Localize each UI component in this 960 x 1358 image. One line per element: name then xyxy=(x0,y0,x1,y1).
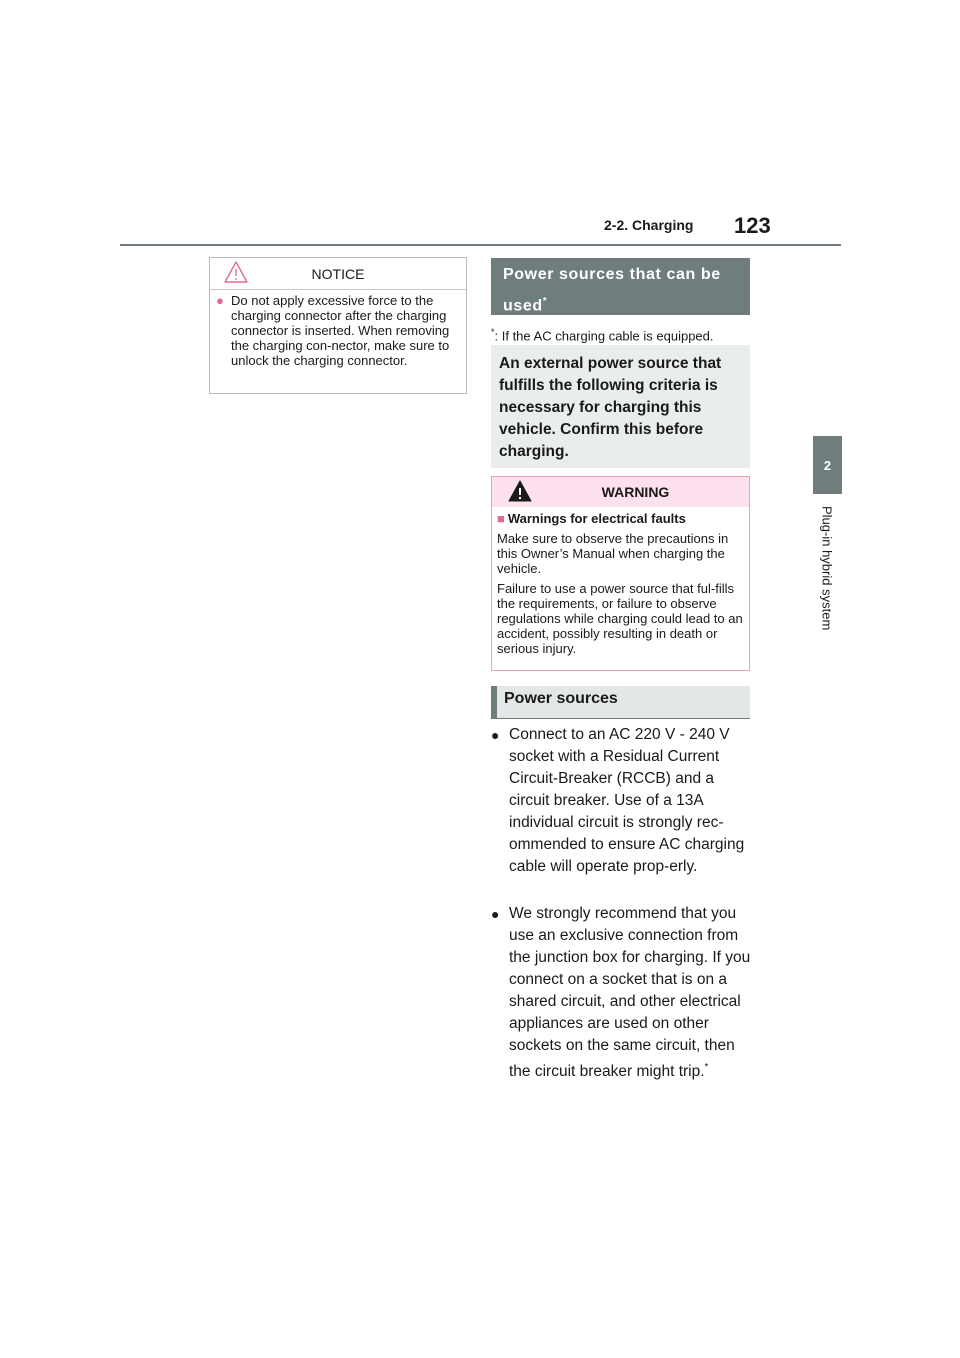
notice-box xyxy=(209,257,467,394)
list-item-text-wrap xyxy=(509,903,756,1083)
warning-body xyxy=(492,507,749,656)
heading-text: Power sources that can be used xyxy=(503,266,721,315)
list-item-text: Connect to an AC 220 V - 240 V socket with a Residual Current Circuit-Breaker (RCCB) and a circuit breaker. Use of a 13A individual circuit is strongly rec-ommended to ensure AC charging cable will operate prop-erly. xyxy=(509,726,745,875)
bullet-dot-icon: ● xyxy=(491,906,500,922)
page-number: 123 xyxy=(734,213,771,238)
notice-title: NOTICE xyxy=(311,265,365,282)
footnote xyxy=(491,327,714,343)
list-item-text: We strongly recommend that you use an exclusive connection from the junction box for charging. If you connect on a socket that is on a shared circuit, and other electrical appliances are used on other sockets on the same circuit, then the circuit breaker might trip. xyxy=(509,905,751,1081)
warning-subheading-text: Warnings for electrical faults xyxy=(507,511,686,526)
header-rule xyxy=(120,244,841,246)
chapter-label-text: Plug-in hybrid system xyxy=(819,506,835,631)
chapter-number: 2 xyxy=(823,457,832,473)
chapter-tab xyxy=(813,436,842,494)
notice-header xyxy=(210,258,466,290)
intro-box: An external power source that fulfills the following criteria is necessary for charging this vehicle. Confirm this before charging. xyxy=(491,345,750,468)
bullet-dot-icon: ● xyxy=(491,727,500,743)
notice-body xyxy=(210,290,466,368)
square-bullet-icon: ■ xyxy=(497,511,505,526)
warning-paragraph-2: Failure to use a power source that ful-fills the requirements, or failure to observe regulations while charging could lead to an accident, possibly resulting in death or serious injury. xyxy=(497,581,743,656)
warning-header xyxy=(492,477,749,507)
power-sources-heading: Power sources xyxy=(491,686,750,719)
footnote-marker: * xyxy=(491,327,495,337)
list-item xyxy=(491,724,756,878)
warning-title: WARNING xyxy=(601,484,670,500)
caution-triangle-icon xyxy=(224,261,248,283)
warning-subheading xyxy=(497,511,744,526)
footnote-text: : If the AC charging cable is equipped. xyxy=(494,328,714,344)
list-item xyxy=(491,903,756,1083)
warning-box xyxy=(491,476,750,671)
notice-bullet-icon: ● xyxy=(216,293,224,308)
warning-paragraph-1: Make sure to observe the precautions in this Owner’s Manual when charging the vehicle. xyxy=(497,531,729,576)
list-item-asterisk: * xyxy=(704,1062,709,1073)
power-sources-usable-heading xyxy=(491,258,750,315)
warning-triangle-icon xyxy=(508,480,532,502)
notice-text: Do not apply excessive force to the charging connector after the charging connector is inserted. When removing the charging con-nector, make sure to unlock the charging connector. xyxy=(231,293,450,368)
chapter-label xyxy=(812,506,842,656)
heading-asterisk: * xyxy=(542,296,548,307)
section-label: 2-2. Charging xyxy=(604,217,694,233)
